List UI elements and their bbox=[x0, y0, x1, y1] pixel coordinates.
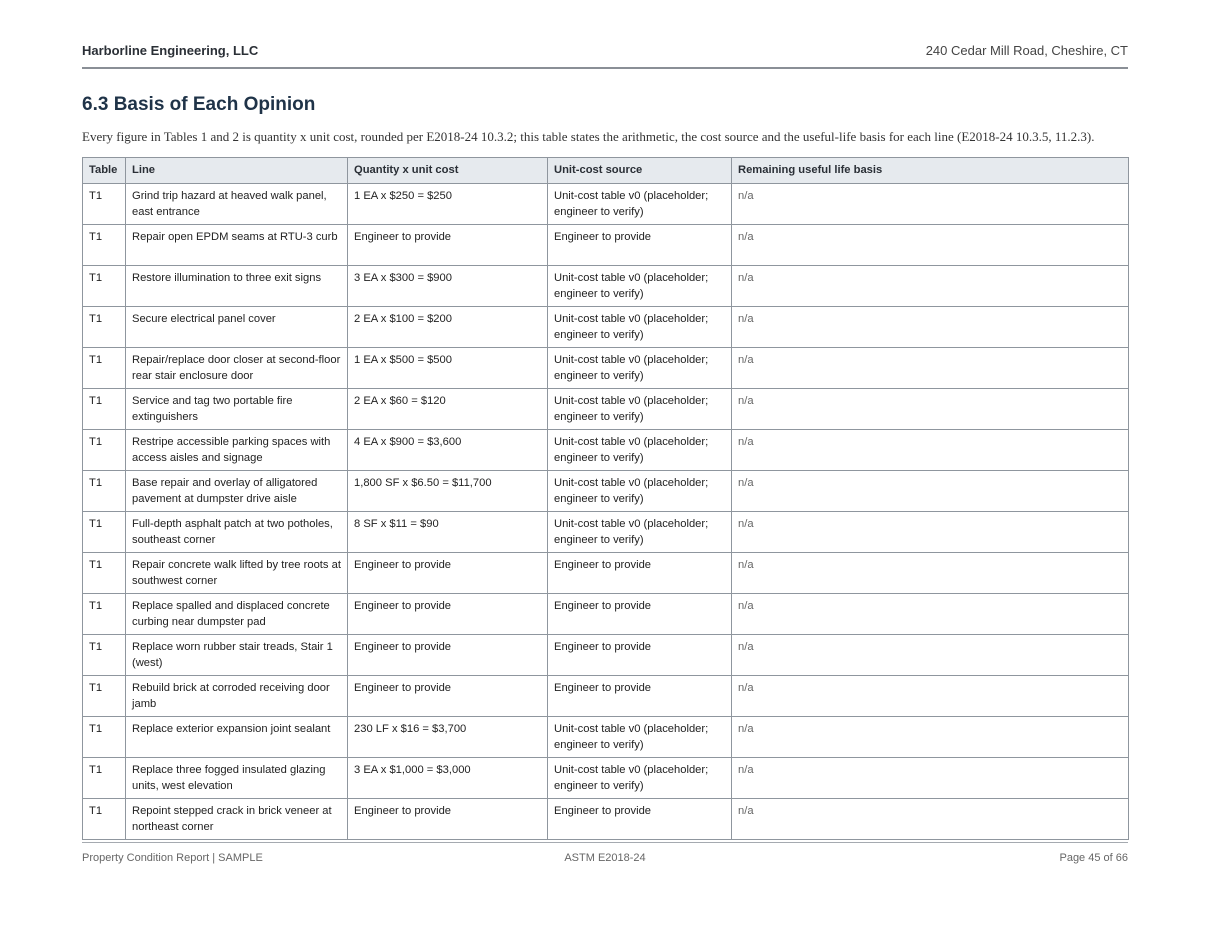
table-row bbox=[83, 389, 1129, 430]
table-row bbox=[83, 594, 1129, 635]
cell-source: Engineer to provide bbox=[548, 799, 732, 840]
cell-calc: 4 EA x $900 = $3,600 bbox=[348, 430, 548, 471]
table-row bbox=[83, 307, 1129, 348]
cell-table: T1 bbox=[83, 471, 126, 512]
footer-standard: ASTM E2018-24 bbox=[564, 852, 646, 864]
cell-source: Unit-cost table v0 (placeholder; engineer to verify) bbox=[548, 471, 732, 512]
cell-calc: 2 EA x $60 = $120 bbox=[348, 389, 548, 430]
cell-table: T1 bbox=[83, 758, 126, 799]
company-name: Harborline Engineering, LLC bbox=[82, 43, 259, 58]
table-row bbox=[83, 553, 1129, 594]
column-header-calc: Quantity x unit cost bbox=[348, 158, 548, 184]
cell-line: Secure electrical panel cover bbox=[126, 307, 348, 348]
cell-source: Unit-cost table v0 (placeholder; engineer to verify) bbox=[548, 758, 732, 799]
page-header bbox=[82, 43, 1128, 69]
cell-table: T1 bbox=[83, 348, 126, 389]
cell-line: Replace three fogged insulated glazing units, west elevation bbox=[126, 758, 348, 799]
cell-calc: 1,800 SF x $6.50 = $11,700 bbox=[348, 471, 548, 512]
cell-rul: n/a bbox=[732, 184, 1129, 225]
cell-line: Base repair and overlay of alligatored pavement at dumpster drive aisle bbox=[126, 471, 348, 512]
cell-source: Unit-cost table v0 (placeholder; engineer to verify) bbox=[548, 717, 732, 758]
cell-rul: n/a bbox=[732, 225, 1129, 266]
cell-line: Repair open EPDM seams at RTU-3 curb bbox=[126, 225, 348, 266]
cell-source: Engineer to provide bbox=[548, 635, 732, 676]
cell-line: Service and tag two portable fire extinguishers bbox=[126, 389, 348, 430]
cell-calc: 2 EA x $100 = $200 bbox=[348, 307, 548, 348]
table-row bbox=[83, 676, 1129, 717]
cell-calc: Engineer to provide bbox=[348, 799, 548, 840]
cell-line: Replace spalled and displaced concrete curbing near dumpster pad bbox=[126, 594, 348, 635]
cell-line: Grind trip hazard at heaved walk panel, east entrance bbox=[126, 184, 348, 225]
cell-table: T1 bbox=[83, 389, 126, 430]
cell-calc: 1 EA x $250 = $250 bbox=[348, 184, 548, 225]
cell-line: Restore illumination to three exit signs bbox=[126, 266, 348, 307]
footer-report-label: Property Condition Report | SAMPLE bbox=[82, 852, 263, 864]
cell-line: Rebuild brick at corroded receiving door jamb bbox=[126, 676, 348, 717]
cell-rul: n/a bbox=[732, 553, 1129, 594]
column-header-line: Line bbox=[126, 158, 348, 184]
cell-calc: Engineer to provide bbox=[348, 553, 548, 594]
page-footer bbox=[82, 842, 1128, 864]
cell-calc: 230 LF x $16 = $3,700 bbox=[348, 717, 548, 758]
cell-calc: 8 SF x $11 = $90 bbox=[348, 512, 548, 553]
table-row bbox=[83, 348, 1129, 389]
cell-rul: n/a bbox=[732, 348, 1129, 389]
cell-source: Engineer to provide bbox=[548, 225, 732, 266]
table-row bbox=[83, 266, 1129, 307]
basis-table bbox=[82, 157, 1129, 840]
cell-source: Engineer to provide bbox=[548, 553, 732, 594]
cell-table: T1 bbox=[83, 184, 126, 225]
cell-table: T1 bbox=[83, 307, 126, 348]
column-header-source: Unit-cost source bbox=[548, 158, 732, 184]
column-header-rul: Remaining useful life basis bbox=[732, 158, 1129, 184]
table-body bbox=[83, 184, 1129, 840]
cell-calc: Engineer to provide bbox=[348, 635, 548, 676]
cell-line: Restripe accessible parking spaces with access aisles and signage bbox=[126, 430, 348, 471]
cell-source: Unit-cost table v0 (placeholder; engineer to verify) bbox=[548, 266, 732, 307]
cell-line: Full-depth asphalt patch at two potholes, southeast corner bbox=[126, 512, 348, 553]
cell-calc: Engineer to provide bbox=[348, 225, 548, 266]
cell-table: T1 bbox=[83, 430, 126, 471]
cell-calc: Engineer to provide bbox=[348, 594, 548, 635]
table-row bbox=[83, 512, 1129, 553]
table-row bbox=[83, 799, 1129, 840]
table-row bbox=[83, 635, 1129, 676]
cell-table: T1 bbox=[83, 635, 126, 676]
cell-rul: n/a bbox=[732, 594, 1129, 635]
cell-rul: n/a bbox=[732, 471, 1129, 512]
cell-line: Replace worn rubber stair treads, Stair 1 (west) bbox=[126, 635, 348, 676]
cell-rul: n/a bbox=[732, 512, 1129, 553]
cell-table: T1 bbox=[83, 799, 126, 840]
cell-calc: 3 EA x $300 = $900 bbox=[348, 266, 548, 307]
cell-calc: 1 EA x $500 = $500 bbox=[348, 348, 548, 389]
cell-calc: 3 EA x $1,000 = $3,000 bbox=[348, 758, 548, 799]
cell-rul: n/a bbox=[732, 307, 1129, 348]
table-row bbox=[83, 471, 1129, 512]
table-row bbox=[83, 758, 1129, 799]
table-row bbox=[83, 225, 1129, 266]
footer-page-number: Page 45 of 66 bbox=[1059, 852, 1128, 864]
cell-line: Repoint stepped crack in brick veneer at northeast corner bbox=[126, 799, 348, 840]
section-title: 6.3 Basis of Each Opinion bbox=[82, 94, 316, 115]
cell-source: Engineer to provide bbox=[548, 676, 732, 717]
cell-source: Engineer to provide bbox=[548, 594, 732, 635]
table-header-row bbox=[83, 158, 1129, 184]
cell-rul: n/a bbox=[732, 635, 1129, 676]
cell-source: Unit-cost table v0 (placeholder; engineer to verify) bbox=[548, 389, 732, 430]
cell-source: Unit-cost table v0 (placeholder; engineer to verify) bbox=[548, 348, 732, 389]
cell-table: T1 bbox=[83, 676, 126, 717]
section-intro: Every figure in Tables 1 and 2 is quantity x unit cost, rounded per E2018-24 10.3.2; this table states the arithmetic, the cost source and the useful-life basis for each line (E2018-24 10.3.5, 11.2.3). bbox=[82, 129, 1095, 144]
company-address: 240 Cedar Mill Road, Cheshire, CT bbox=[925, 43, 1128, 58]
cell-source: Unit-cost table v0 (placeholder; engineer to verify) bbox=[548, 512, 732, 553]
cell-table: T1 bbox=[83, 512, 126, 553]
cell-table: T1 bbox=[83, 266, 126, 307]
cell-table: T1 bbox=[83, 225, 126, 266]
cell-table: T1 bbox=[83, 553, 126, 594]
cell-source: Unit-cost table v0 (placeholder; engineer to verify) bbox=[548, 184, 732, 225]
cell-rul: n/a bbox=[732, 389, 1129, 430]
cell-line: Repair/replace door closer at second-floor rear stair enclosure door bbox=[126, 348, 348, 389]
table-row bbox=[83, 430, 1129, 471]
cell-rul: n/a bbox=[732, 266, 1129, 307]
cell-line: Repair concrete walk lifted by tree roots at southwest corner bbox=[126, 553, 348, 594]
table-row bbox=[83, 184, 1129, 225]
cell-source: Unit-cost table v0 (placeholder; engineer to verify) bbox=[548, 430, 732, 471]
cell-rul: n/a bbox=[732, 717, 1129, 758]
cell-rul: n/a bbox=[732, 758, 1129, 799]
table-row bbox=[83, 717, 1129, 758]
cell-source: Unit-cost table v0 (placeholder; engineer to verify) bbox=[548, 307, 732, 348]
cell-line: Replace exterior expansion joint sealant bbox=[126, 717, 348, 758]
cell-table: T1 bbox=[83, 717, 126, 758]
cell-rul: n/a bbox=[732, 430, 1129, 471]
cell-rul: n/a bbox=[732, 676, 1129, 717]
cell-rul: n/a bbox=[732, 799, 1129, 840]
cell-calc: Engineer to provide bbox=[348, 676, 548, 717]
column-header-table: Table bbox=[83, 158, 126, 184]
cell-table: T1 bbox=[83, 594, 126, 635]
